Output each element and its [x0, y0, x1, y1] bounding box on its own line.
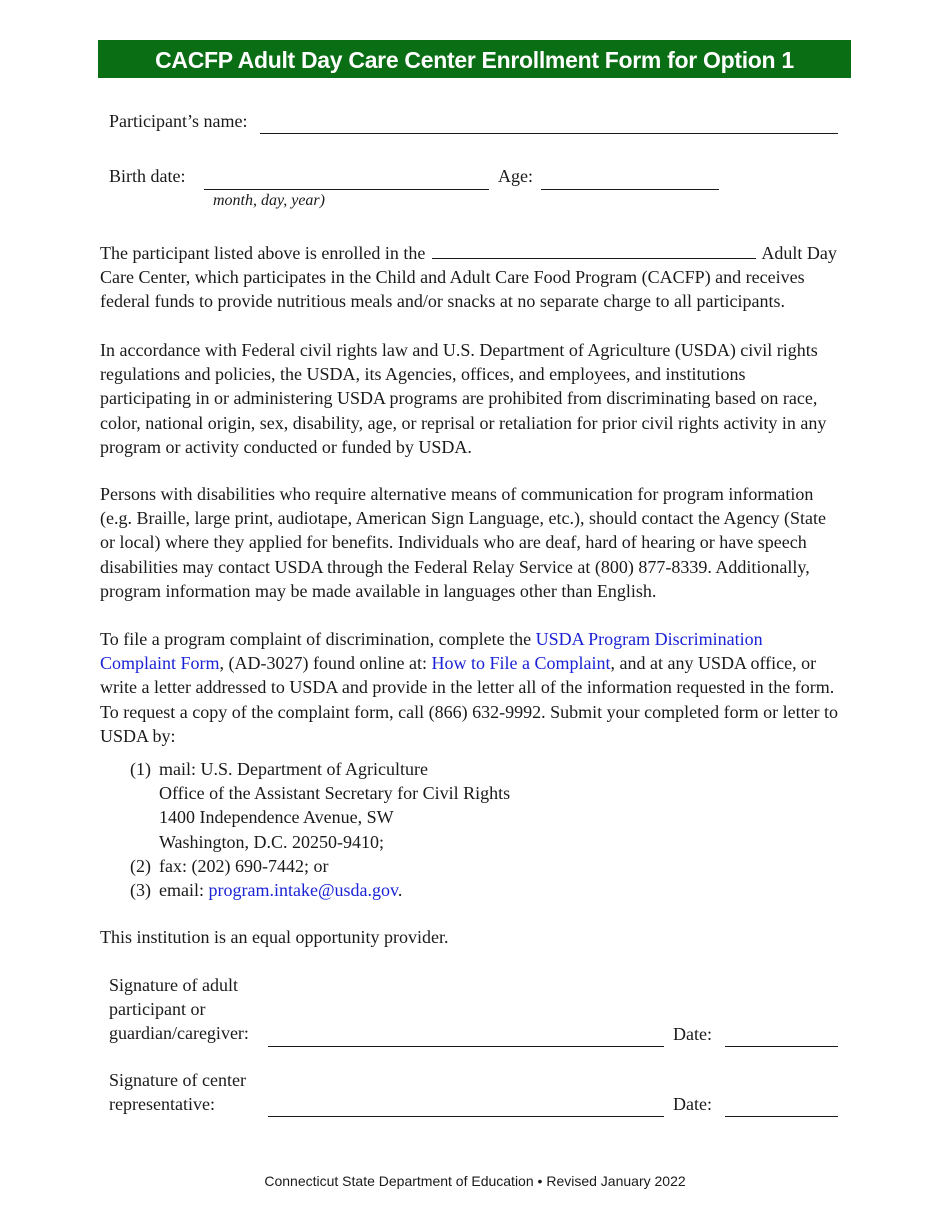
complaint-text-1: To file a program complaint of discrimination, complete the: [100, 629, 532, 649]
birth-date-field[interactable]: [204, 189, 489, 190]
submission-methods-list: [130, 757, 510, 902]
complaint-paragraph: [100, 627, 840, 748]
participant-signature-label: [109, 973, 249, 1046]
birth-date-hint: month, day, year): [213, 192, 325, 209]
footer-agency: Connecticut State Department of Education: [264, 1173, 534, 1189]
complaint-text-2: , (AD-3027) found online at:: [219, 653, 427, 674]
participant-signature-field[interactable]: [268, 1046, 664, 1047]
equal-opportunity-statement: This institution is an equal opportunity provider.: [100, 927, 449, 947]
list-number: (1): [130, 759, 151, 779]
complaint-form-link[interactable]: USDA Program Discrimination Complaint Form: [100, 629, 763, 674]
email-prefix: email:: [159, 880, 204, 901]
label-line: Signature of adult: [109, 975, 238, 995]
center-date-label: Date:: [673, 1094, 712, 1114]
enrollment-paragraph: [100, 241, 840, 314]
email-line: [130, 878, 510, 902]
email-suffix: .: [397, 880, 403, 901]
list-number: (2): [130, 855, 151, 876]
mail-line: Office of the Assistant Secretary for Civil Rights: [159, 783, 511, 804]
email-link[interactable]: program.intake@usda.gov: [208, 880, 398, 901]
list-number: (3): [130, 880, 151, 901]
mail-line: 1400 Independence Avenue, SW: [159, 807, 394, 828]
disabilities-paragraph: Persons with disabilities who require alternative means of communication for program information (e.g. Braille, large print, audiotape, American Sign Language, etc.), should contact the Agency (State or local) where they applied for benefits. Individuals who are deaf, hard of hearing or have speech disabilities may contact USDA through the Federal Relay Service at (800) 877-8339. Additionally, program information may be made available in languages other than English.: [100, 484, 826, 601]
list-item: [130, 757, 510, 854]
label-line: Signature of center: [109, 1070, 246, 1090]
center-date-field[interactable]: [725, 1116, 838, 1117]
mail-line: Washington, D.C. 20250-9410;: [159, 831, 385, 852]
footer-revised: Revised January 2022: [546, 1173, 686, 1189]
center-name-field[interactable]: [432, 243, 756, 259]
label-line: guardian/caregiver:: [109, 1023, 249, 1044]
form-title: CACFP Adult Day Care Center Enrollment Form for Option 1: [98, 40, 851, 78]
page-footer: [0, 1172, 950, 1190]
enrollment-text-after: Adult Day Care Center, which participates in the Child and Adult Care Food Program (CACFP) and receives federal funds to provide nutritious meals and/or snacks at no separate charge to all participants.: [100, 243, 837, 312]
fax-line: fax: (202) 690-7442; or: [159, 855, 329, 876]
age-label: Age:: [498, 166, 533, 186]
civil-rights-paragraph: In accordance with Federal civil rights law and U.S. Department of Agriculture (USDA) civil rights regulations and policies, the USDA, its Agencies, offices, and employees, and institutions participating in or administering USDA programs are prohibited from discriminating based on race, color, national origin, sex, disability, age, or reprisal or retaliation for prior civil rights activity in any program or activity conducted or funded by USDA.: [100, 340, 827, 457]
list-item: [130, 854, 510, 878]
enrollment-text-before: The participant listed above is enrolled in the: [100, 243, 426, 263]
participant-date-label: Date:: [673, 1024, 712, 1044]
participant-date-field[interactable]: [725, 1046, 838, 1047]
center-signature-label: [109, 1068, 246, 1116]
how-to-file-link[interactable]: How to File a Complaint: [431, 653, 611, 674]
label-line: participant or: [109, 999, 206, 1020]
list-item: [130, 878, 510, 902]
label-line: representative:: [109, 1094, 215, 1115]
birth-date-label: Birth date:: [109, 166, 186, 186]
mail-line: mail: U.S. Department of Agriculture: [159, 759, 428, 779]
age-field[interactable]: [541, 189, 719, 190]
participant-name-field[interactable]: [260, 133, 838, 134]
participant-name-label: Participant’s name:: [109, 111, 248, 131]
footer-bullet: •: [537, 1173, 543, 1189]
center-signature-field[interactable]: [268, 1116, 664, 1117]
complaint-text-3: , and at any USDA office, or write a letter addressed to USDA and provide in the letter all of the information requested in the form. To request a copy of the complaint form, call (866) 632-9992. Submit your completed form or letter to USDA by:: [100, 653, 839, 746]
